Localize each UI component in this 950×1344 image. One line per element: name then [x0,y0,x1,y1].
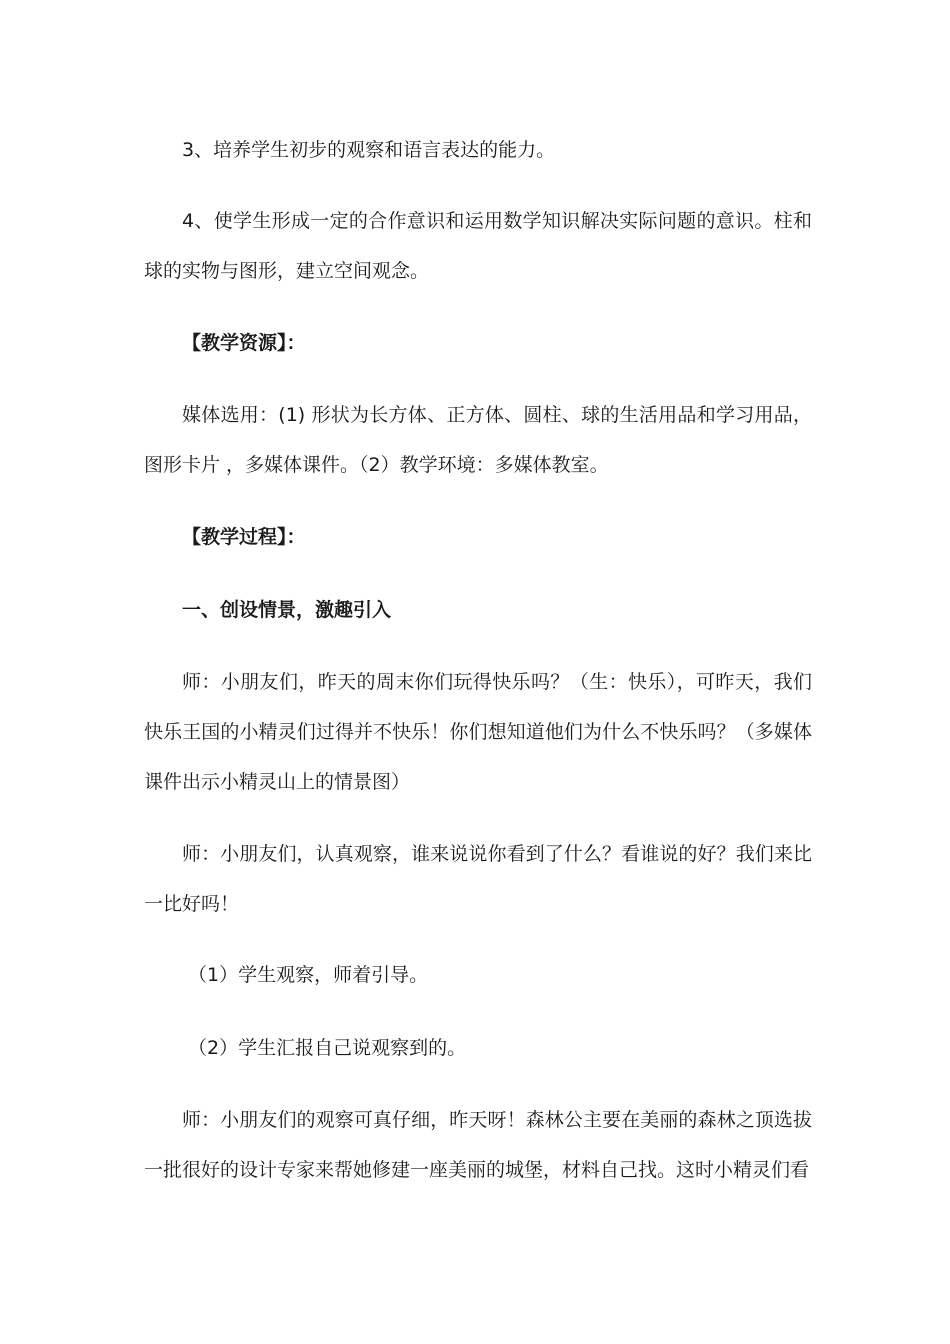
resources-text: 媒体选用：(1) 形状为长方体、正方体、圆柱、球的生活用品和学习用品，图形卡片 ，多媒体课件。（2）教学环境：多媒体教室。 [144,404,812,476]
resources-heading: 【教学资源】： [182,332,306,354]
process-step-1: （1）学生观察，师着引导。 [188,964,429,986]
process-paragraph-2: 师：小朋友们，认真观察，谁来说说你看到了什么？看谁说的好？我们来比一比好吗！ [144,843,812,915]
section-1-heading: 一、创设情景，激趣引入 [182,599,392,621]
goal-item-3: 3、培养学生初步的观察和语言表达的能力。 [182,139,556,161]
process-paragraph-3: 师：小朋友们的观察可真仔细，昨天呀！森林公主要在美丽的森林之顶选拔一批很好的设计专家来帮她修建一座美丽的城堡，材料自己找。这时小精灵们看 [144,1109,812,1181]
process-step-2: （2）学生汇报自己说观察到的。 [188,1037,467,1059]
goal-item-4: 4、使学生形成一定的合作意识和运用数学知识解决实际问题的意识。柱和球的实物与图形，建立空间观念。 [144,210,812,282]
process-heading: 【教学过程】： [182,526,306,548]
process-paragraph-1: 师：小朋友们，昨天的周末你们玩得快乐吗？（生：快乐），可昨天，我们快乐王国的小精灵们过得并不快乐！你们想知道他们为什么不快乐吗？（多媒体课件出示小精灵山上的情景图） [144,671,812,793]
